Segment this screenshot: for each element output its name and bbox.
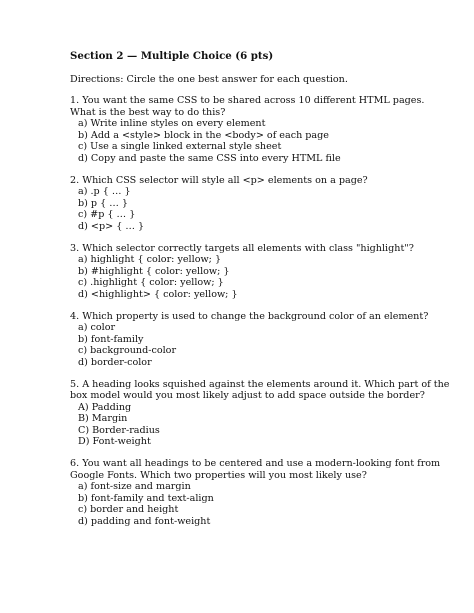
choice-item[interactable]: a) Write inline styles on every element: [78, 118, 266, 129]
choice-item[interactable]: d) border-color: [78, 356, 152, 368]
choice-list: [70, 402, 450, 448]
choice-item[interactable]: b) font-family and text-align: [78, 492, 214, 504]
question-5: [70, 379, 450, 448]
choice-item[interactable]: d) <p> { … }: [78, 220, 145, 232]
question-2: [70, 175, 450, 233]
question-3: [70, 243, 450, 301]
choice-list: [70, 254, 450, 300]
choice-item[interactable]: a) color: [78, 322, 116, 333]
choice-item[interactable]: d) padding and font-weight: [78, 515, 211, 527]
choice-item[interactable]: a) highlight { color: yellow; }: [78, 254, 222, 265]
choice-item[interactable]: c) background-color: [78, 345, 177, 356]
choice-item[interactable]: b) Add a <style> block in the <body> of each page: [78, 129, 329, 141]
choice-list: [70, 186, 450, 232]
choice-item[interactable]: c) #p { … }: [78, 209, 136, 220]
question-text: 3. Which selector correctly targets all elements with class "highlight"?: [70, 242, 414, 254]
choice-list: [70, 481, 450, 527]
question-4: [70, 311, 450, 369]
question-text: 1. You want the same CSS to be shared across 10 different HTML pages. What is the best way to do this?: [70, 95, 425, 118]
choice-item[interactable]: b) font-family: [78, 333, 144, 345]
section-title: Section 2 — Multiple Choice (6 pts): [70, 50, 274, 62]
choice-item[interactable]: D) Font-weight: [78, 436, 151, 447]
choice-list: [70, 322, 450, 368]
choice-item[interactable]: b) p { … }: [78, 197, 129, 209]
choice-item[interactable]: c) Use a single linked external style sheet: [78, 141, 282, 152]
page-content: [70, 51, 450, 538]
choice-item[interactable]: b) #highlight { color: yellow; }: [78, 265, 230, 277]
choice-item[interactable]: B) Margin: [78, 413, 128, 424]
question-1: [70, 95, 450, 164]
choice-item[interactable]: a) .p { … }: [78, 186, 131, 197]
choice-item[interactable]: c) border and height: [78, 504, 179, 515]
question-text: 2. Which CSS selector will style all <p> elements on a page?: [70, 174, 368, 186]
choice-item[interactable]: a) font-size and margin: [78, 481, 191, 492]
choice-item[interactable]: d) <highlight> { color: yellow; }: [78, 288, 238, 300]
question-text: 6. You want all headings to be centered and use a modern-looking font from Google Fonts. Which two properties will you most likely use?: [70, 458, 441, 481]
choice-item[interactable]: A) Padding: [78, 401, 132, 413]
choice-item[interactable]: c) .highlight { color: yellow; }: [78, 277, 224, 288]
choice-item[interactable]: d) Copy and paste the same CSS into every HTML file: [78, 152, 341, 164]
choice-item[interactable]: C) Border-radius: [78, 424, 160, 436]
question-text: 4. Which property is used to change the background color of an element?: [70, 310, 429, 322]
question-6: [70, 458, 450, 527]
choice-list: [70, 118, 450, 164]
directions-text: Directions: Circle the one best answer for each question.: [70, 73, 348, 85]
question-text: 5. A heading looks squished against the elements around it. Which part of the box model would you most likely adjust to add space outside the border?: [70, 378, 450, 401]
